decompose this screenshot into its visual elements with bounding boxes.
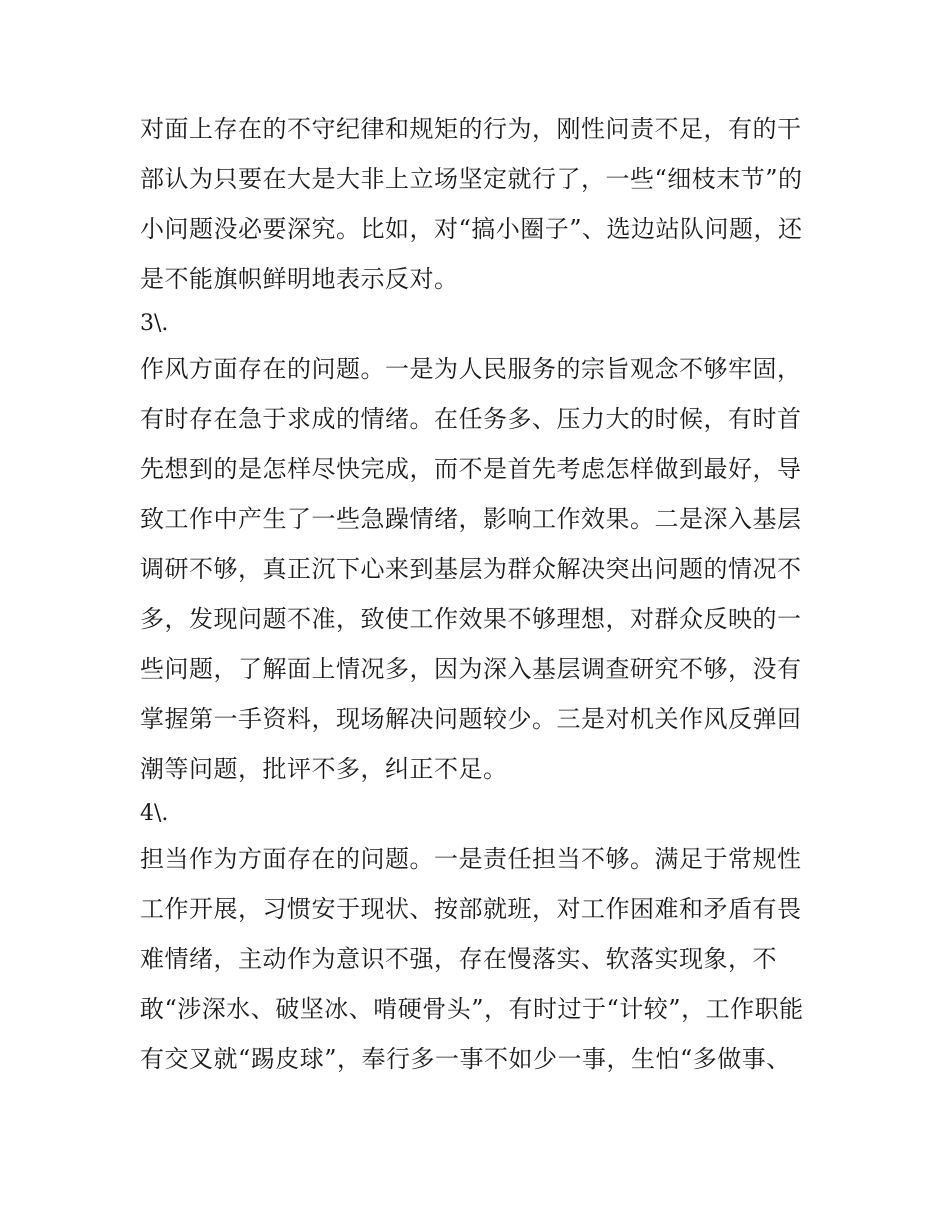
text-line: 难情绪，主动作为意识不强，存在慢落实、软落实现象，不 <box>140 945 777 973</box>
text-line: 先想到的是怎样尽快完成，而不是首先考虑怎样做到最好，导 <box>140 455 802 483</box>
text-line: 作风方面存在的问题。一是为人民服务的宗旨观念不够牢固， <box>140 355 802 383</box>
section-number-3: 3\. <box>140 311 169 336</box>
text-line: 有交叉就“踢皮球”，奉行多一事不如少一事，生怕“多做事、 <box>140 1045 791 1073</box>
text-line: 小问题没必要深究。比如，对“搞小圈子”、选边站队问题，还 <box>140 215 803 243</box>
text-line: 些问题，了解面上情况多，因为深入基层调查研究不够，没有 <box>140 655 802 683</box>
paragraph-responsibility <box>140 834 820 1084</box>
text-line: 对面上存在的不守纪律和规矩的行为，刚性问责不足，有的干 <box>140 115 802 143</box>
text-line: 多，发现问题不准，致使工作效果不够理想，对群众反映的一 <box>140 605 802 633</box>
paragraph-work-style <box>140 344 820 794</box>
section-number-4: 4\. <box>140 801 169 826</box>
text-line: 是不能旗帜鲜明地表示反对。 <box>140 265 459 293</box>
text-line: 致工作中产生了一些急躁情绪，影响工作效果。二是深入基层 <box>140 505 802 533</box>
text-line: 部认为只要在大是大非上立场坚定就行了，一些“细枝末节”的 <box>140 165 803 193</box>
text-line: 掌握第一手资料，现场解决问题较少。三是对机关作风反弹回 <box>140 705 802 733</box>
paragraph-discipline <box>140 104 820 304</box>
text-line: 敢“涉深水、破坚冰、啃硬骨头”，有时过于“计较”，工作职能 <box>140 995 804 1023</box>
text-line: 担当作为方面存在的问题。一是责任担当不够。满足于常规性 <box>140 845 802 873</box>
document-body <box>140 104 820 1084</box>
text-line: 工作开展，习惯安于现状、按部就班，对工作困难和矛盾有畏 <box>140 895 802 923</box>
text-line: 调研不够，真正沉下心来到基层为群众解决突出问题的情况不 <box>140 555 802 583</box>
text-line: 有时存在急于求成的情绪。在任务多、压力大的时候，有时首 <box>140 405 802 433</box>
text-line: 潮等问题，批评不多，纠正不足。 <box>140 755 508 783</box>
